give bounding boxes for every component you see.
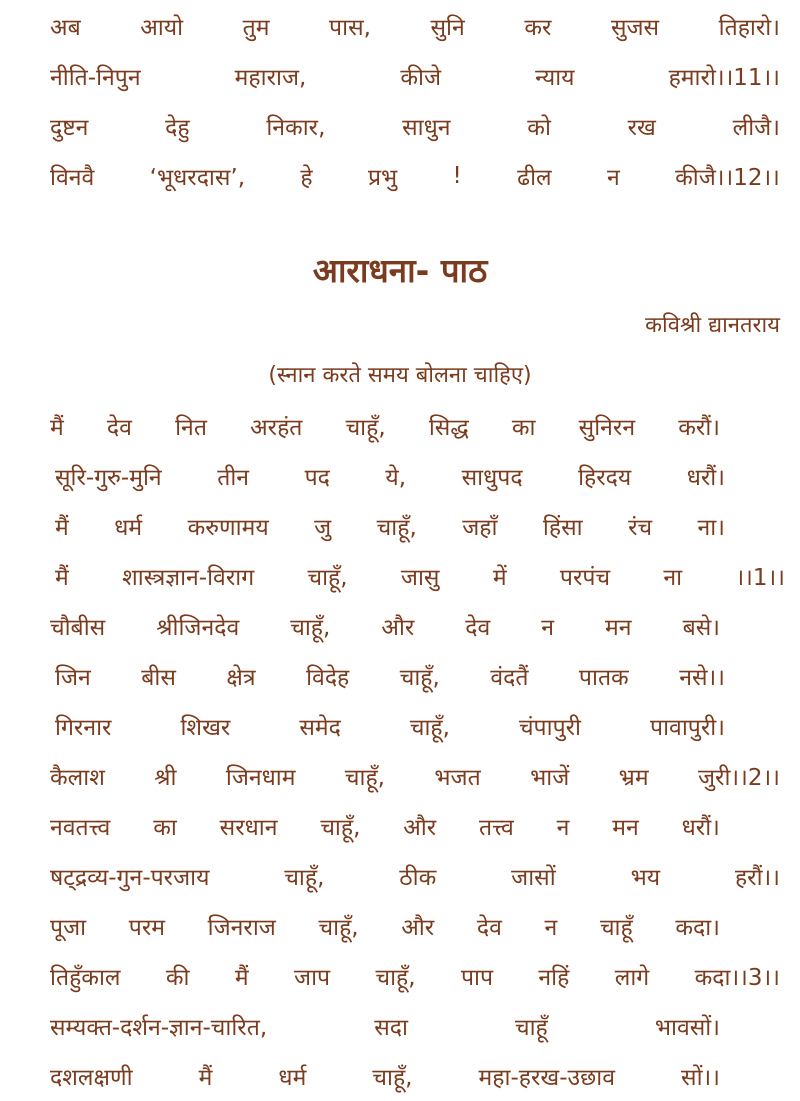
verse-word: विनवै: [50, 165, 95, 191]
verse-word: चाहूँ,: [307, 565, 348, 591]
verse-word: नसे।।: [679, 665, 725, 691]
verse-word: प्रभु: [367, 165, 398, 191]
verse-word: शास्त्रज्ञान-विराग: [122, 565, 255, 591]
verse-word: मैं: [55, 565, 69, 591]
verse-word: तत्त्व: [479, 815, 514, 841]
verse-word: पद: [304, 465, 330, 491]
verse-word: आयो: [140, 15, 184, 41]
verse-word: को: [527, 115, 551, 141]
verse-word: धर्म: [114, 515, 143, 541]
verse-word: चाहूँ,: [375, 965, 416, 991]
aradhana-verse-line-4: [55, 556, 785, 596]
verse-word: ढील: [517, 165, 552, 191]
aradhana-verse-line-5: [50, 606, 720, 646]
previous-verse-line-3: [50, 106, 780, 146]
verse-word: चाहूँ,: [318, 915, 359, 941]
verse-word: जु: [314, 515, 332, 541]
verse-word: कीजे: [400, 65, 442, 91]
verse-word: कीजै।।12।।: [675, 165, 780, 191]
verse-word: तिहारो।: [718, 15, 780, 41]
verse-word: पातक: [578, 665, 629, 691]
verse-word: विदेह: [306, 665, 350, 691]
verse-word: लागे: [614, 965, 650, 991]
verse-word: नित: [175, 415, 207, 441]
verse-word: कैलाश: [50, 765, 105, 791]
verse-word: साधुपद: [461, 465, 523, 491]
verse-word: श्री: [154, 765, 177, 791]
verse-word: न: [544, 915, 558, 941]
verse-word: न्याय: [535, 65, 575, 91]
verse-word: तीन: [217, 465, 250, 491]
verse-word: भ्रम: [618, 765, 649, 791]
verse-word: हरौं।।: [734, 865, 780, 891]
verse-word: धरौं।: [686, 465, 725, 491]
verse-word: चंपापुरी: [518, 715, 582, 741]
verse-word: नवतत्त्व: [50, 815, 111, 841]
verse-word: दशलक्षणी: [50, 1065, 133, 1091]
verse-word: जहाँ: [462, 515, 498, 541]
verse-word: सों।।: [681, 1065, 720, 1091]
aradhana-verse-line-10: [50, 856, 780, 896]
verse-word: परपंच: [559, 565, 611, 591]
verse-word: जासु: [400, 565, 440, 591]
verse-word: में: [492, 565, 507, 591]
verse-word: जिनधाम: [225, 765, 296, 791]
verse-word: भय: [630, 865, 661, 891]
verse-word: तुम: [242, 15, 270, 41]
verse-word: !: [452, 163, 462, 189]
verse-word: ना: [663, 565, 683, 591]
verse-word: सुनि: [430, 15, 465, 41]
verse-word: जासों: [511, 865, 556, 891]
verse-word: परम: [128, 915, 165, 941]
verse-word: चौबीस: [50, 615, 106, 641]
verse-word: पाप: [460, 965, 494, 991]
verse-word: श्रीजिनदेव: [156, 615, 240, 641]
verse-word: पूजा: [50, 915, 87, 941]
verse-word: बसे।: [682, 615, 720, 641]
verse-word: सदा: [374, 1015, 408, 1041]
previous-verse-line-2: [50, 56, 780, 96]
verse-word: धरौं।: [681, 815, 720, 841]
verse-word: चाहूँ,: [345, 415, 386, 441]
verse-word: निकार,: [266, 115, 326, 141]
verse-word: जुरी।।2।।: [697, 765, 780, 791]
verse-word: ना।: [697, 515, 725, 541]
verse-word: सुजस: [610, 15, 660, 41]
verse-word: जाप: [294, 965, 331, 991]
verse-word: मैं: [234, 965, 249, 991]
verse-word: अब: [50, 15, 81, 41]
author-credit: कविश्री द्यानतराय: [645, 313, 780, 338]
previous-verse-line-4: [50, 156, 780, 196]
section-title: आराधना- पाठ: [312, 251, 488, 290]
verse-word: महाराज,: [234, 65, 307, 91]
verse-word: चाहूँ,: [409, 715, 450, 741]
verse-word: लीजै।: [732, 115, 780, 141]
verse-word: कर: [524, 15, 552, 41]
verse-word: षट्द्रव्य-गुन-परजाय: [50, 865, 210, 891]
verse-word: का: [511, 415, 536, 441]
verse-word: देहु: [165, 115, 190, 141]
aradhana-verse-line-1: [50, 406, 720, 446]
verse-word: ।।1।।: [735, 565, 785, 591]
verse-word: साधुन: [402, 115, 451, 141]
verse-word: अरहंत: [250, 415, 303, 441]
verse-word: चाहूँ,: [372, 1065, 413, 1091]
verse-word: मन: [605, 615, 632, 641]
verse-word: हिरदय: [578, 465, 632, 491]
verse-word: धर्म: [278, 1065, 307, 1091]
verse-word: महा-हरख-उछाव: [478, 1065, 615, 1091]
verse-word: कदा।।3।।: [694, 965, 780, 991]
verse-word: चाहूँ,: [290, 615, 331, 641]
verse-word: न: [556, 815, 570, 841]
verse-word: करुणामय: [187, 515, 269, 541]
verse-word: पावापुरी।: [650, 715, 725, 741]
verse-word: रंच: [628, 515, 653, 541]
aradhana-verse-line-8: [50, 756, 780, 796]
verse-word: की: [165, 965, 190, 991]
verse-word: ठीक: [399, 865, 437, 891]
aradhana-verse-line-11: [50, 906, 720, 946]
aradhana-verse-line-7: [55, 706, 725, 746]
aradhana-verse-line-2: [55, 456, 725, 496]
verse-word: मन: [612, 815, 639, 841]
verse-word: चाहूँ,: [376, 515, 417, 541]
verse-word: न: [541, 615, 555, 641]
verse-word: सूरि-गुरु-मुनि: [55, 465, 162, 491]
verse-word: सुनिरन: [578, 415, 636, 441]
verse-word: जिन: [55, 665, 91, 691]
verse-word: क्षेत्र: [226, 665, 256, 691]
verse-word: ‘भूधरदास’,: [149, 165, 246, 191]
verse-word: जिनराज: [207, 915, 276, 941]
verse-word: मैं: [198, 1065, 213, 1091]
verse-word: गिरनार: [55, 715, 112, 741]
verse-word: रख: [627, 115, 656, 141]
verse-word: और: [401, 915, 435, 941]
verse-word: तिहुँकाल: [50, 965, 121, 991]
verse-word: समेद: [299, 715, 341, 741]
verse-word: नीति-निपुन: [50, 65, 141, 91]
verse-word: सरधान: [219, 815, 278, 841]
verse-word: भावसों।: [654, 1015, 720, 1041]
previous-verse-line-1: [50, 6, 780, 46]
verse-word: हे: [300, 165, 313, 191]
recitation-note: (स्नान करते समय बोलना चाहिए): [268, 363, 532, 388]
verse-word: चाहूँ,: [344, 765, 385, 791]
verse-word: मैं: [50, 415, 64, 441]
verse-word: कदा।: [675, 915, 720, 941]
verse-word: वंदतैं: [490, 665, 529, 691]
verse-word: न: [606, 165, 620, 191]
verse-word: बीस: [141, 665, 176, 691]
verse-word: नहिं: [538, 965, 570, 991]
verse-word: चाहूँ,: [320, 815, 361, 841]
verse-word: हिंसा: [542, 515, 583, 541]
verse-word: देव: [476, 915, 502, 941]
verse-word: भाजें: [530, 765, 570, 791]
aradhana-verse-line-3: [55, 506, 725, 546]
verse-word: का: [153, 815, 177, 841]
verse-word: हमारो।।11।।: [668, 65, 780, 91]
verse-word: ये,: [385, 465, 407, 491]
aradhana-verse-line-12: [50, 956, 780, 996]
verse-word: चाहूँ: [599, 915, 633, 941]
aradhana-verse-line-14: [50, 1056, 720, 1096]
verse-word: मैं: [55, 515, 69, 541]
verse-word: दुष्टन: [50, 115, 89, 141]
aradhana-verse-line-6: [55, 656, 725, 696]
verse-word: देव: [106, 415, 132, 441]
verse-word: और: [381, 615, 415, 641]
verse-word: भजत: [434, 765, 481, 791]
verse-word: सिद्ध: [428, 415, 469, 441]
verse-word: करौं।: [678, 415, 720, 441]
verse-word: सम्यक्त-दर्शन-ज्ञान-चारित,: [50, 1015, 268, 1041]
verse-word: शिखर: [180, 715, 231, 741]
verse-word: चाहूँ,: [399, 665, 440, 691]
aradhana-verse-line-13: [50, 1006, 720, 1046]
aradhana-verse-line-9: [50, 806, 720, 846]
verse-word: और: [403, 815, 437, 841]
verse-word: देव: [465, 615, 491, 641]
verse-word: पास,: [329, 15, 371, 41]
verse-word: चाहूँ,: [284, 865, 325, 891]
verse-word: चाहूँ: [514, 1015, 548, 1041]
